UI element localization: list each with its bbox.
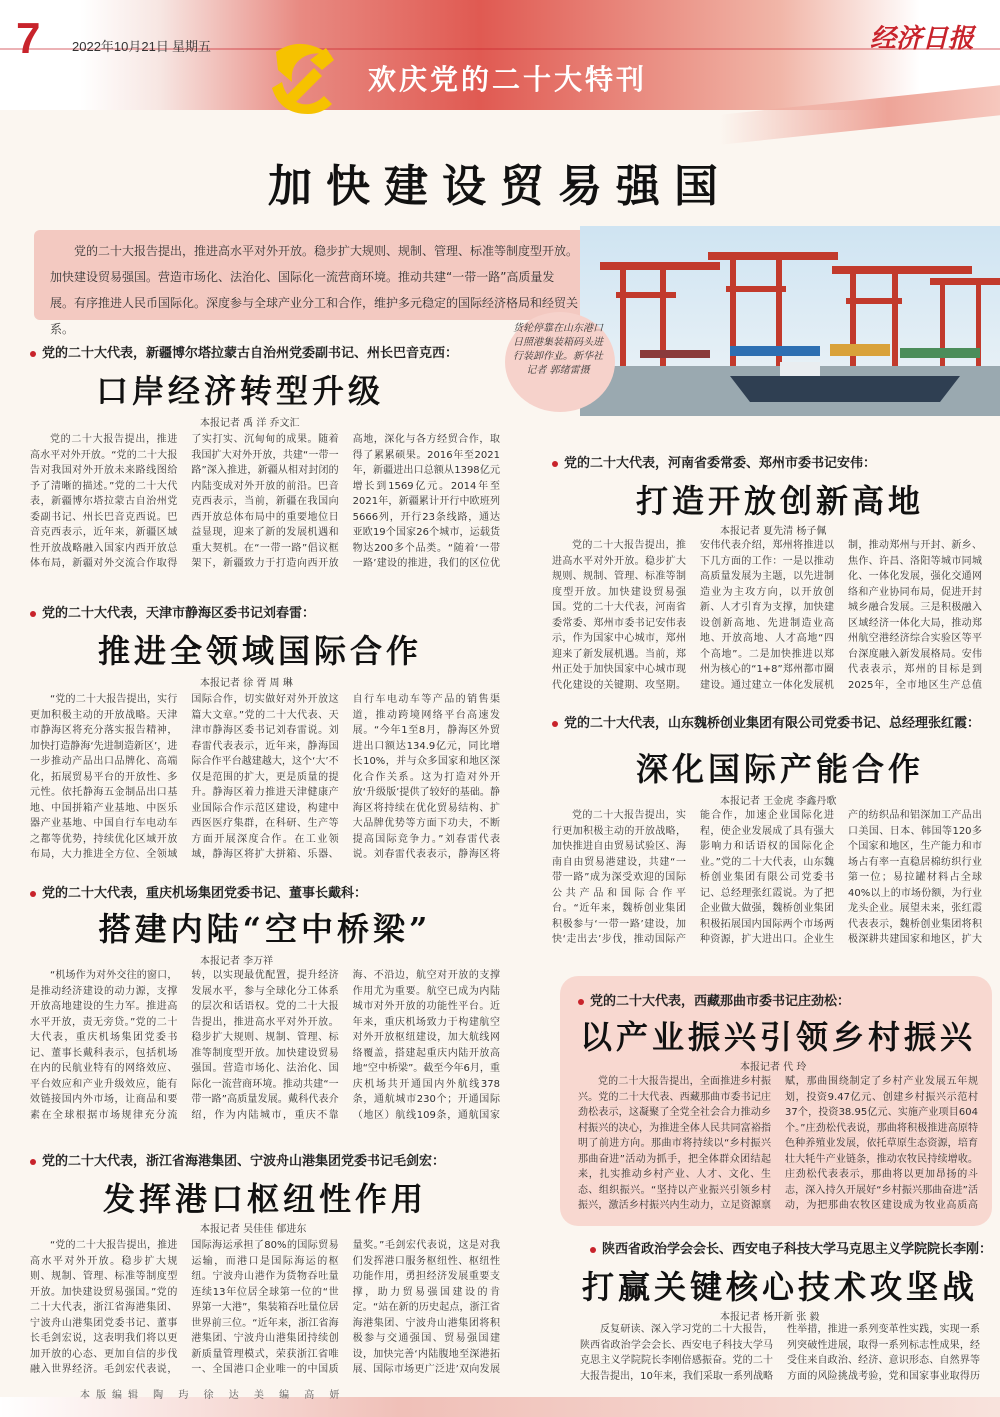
party-emblem-icon xyxy=(252,30,352,130)
issue-weekday: 星期五 xyxy=(172,39,212,54)
article-byline: 本报记者 代 玲 xyxy=(740,1062,807,1073)
article-body: “党的二十大报告提出，实行更加积极主动的开放战略。天津市静海区将充分落实报告精神，加快打造静海‘先进制造新区’，进一步推动产品出口品牌化、高端化，拓展贸易平台的开放性、多元性。依托静海五金制品出口基地、中国拼箱产业基地、中医乐器产业基地、中国自行车电动车之都等优势，持续优化区域开放布局，大力推进全方位、全领域国际合作，切实做好对外开放这篇大文章。”党的二十大代表、天津市静海区委书记刘春雷说。刘春雷代表表示，近年来，静海国际合作平台越建越大，这个‘大’不仅是范围的扩大，更是质量的提升。静海区着力推进天津健康产业国际合作示范区建设，构建中西医医疗集群，在科研、生产等方面开展深度合作。在工业领域，静海区将扩大拼箱、乐器、自行车电动车等产品的销售渠道，推动跨境网络平台高速发展。“今年1至8月，静海区外贸进出口额达134.9亿元，同比增长10%，并与众多国家和地区深化合作关系。这为打造对外开放‘升级版’提供了较好的基础。静海区将持续在优化贸易结构、扩大品牌优势等方面下功夫，不断提高国际竞争力。”刘春雷代表说。刘春雷代表表示，静海区将 xyxy=(30,694,500,860)
article-lead: 党的二十大代表，浙江省海港集团、宁波舟山港集团党委书记毛剑宏： xyxy=(30,1150,445,1169)
issue-date: 2022年10月21日 xyxy=(72,39,169,54)
article-lead: 党的二十大代表，新疆博尔塔拉蒙古自治州党委副书记、州长巴音克西： xyxy=(30,342,458,361)
article-body: “党的二十大报告提出，推进高水平对外开放。稳步扩大规则、规制、管理、标准等制度型开放。加快建设贸易强国。”党的二十大代表，浙江省海港集团、宁波舟山港集团党委书记、董事长毛剑宏说，这表明我们将以更加开放的心态、更加自信的步伐融入世界经济。毛剑宏代表说，国际海运承担了80%的国际贸易运输，而港口是国际海运的枢纽。宁波舟山港作为货物吞吐量连续13年位居全球第一位的“世界第一大港”，集装箱吞吐量位居世界前三位。“近年来，浙江省海港集团、宁波舟山港集团持续创新质量管理模式，荣获浙江省唯一、全国港口企业唯一的中国质量奖。”毛剑宏代表说，这是对我们发挥港口服务枢纽性、枢纽性功能作用，勇担经济发展重要支撑，助力贸易强国建设的肯定。“站在新的历史起点，浙江省海港集团、宁波舟山港集团将积极参与交通强国、贸易强国建设，加快完善‘内陆腹地至深港拓展、国际市场更广泛进’双向发展 xyxy=(30,1240,500,1375)
article-byline: 本报记者 徐 胥 周 琳 xyxy=(200,678,293,689)
article-headline: 以产业振兴引领乡村振兴 xyxy=(579,1018,976,1056)
article-lead: 党的二十大代表，山东魏桥创业集团有限公司党委书记、总经理张红霞： xyxy=(552,712,980,731)
article-headline: 打赢关键核心技术攻坚战 xyxy=(581,1268,978,1306)
article-byline: 本报记者 禹 洋 乔文汇 xyxy=(200,418,300,429)
article-byline: 本报记者 夏先清 杨子佩 xyxy=(720,526,827,537)
intro-summary: 党的二十大报告提出，推进高水平对外开放。稳步扩大规则、规制、管理、标准等制度型开放。加快建设贸易强国。营造市场化、法治化、国际化一流营商环境。推动共建“一带一路”高质量发展。有序推进人民币国际化。深度参与全球产业分工和合作，维护多元稳定的国际经济格局和经贸关系。 xyxy=(34,230,594,320)
special-edition-title: 欢庆党的二十大特刊 xyxy=(368,63,648,96)
article-headline: 搭建内陆“空中桥梁” xyxy=(98,910,432,948)
port-cranes-photo xyxy=(580,226,1000,416)
article-lead: 党的二十大代表，重庆机场集团党委书记、董事长戴科： xyxy=(30,882,367,901)
article-lead: 陕西省政治学会会长、西安电子科技大学马克思主义学院院长李刚： xyxy=(590,1238,992,1257)
article-body: “机场作为对外交往的窗口，是推动经济建设的动力源，支撑开放高地建设的生力军。推进高水平开放，责无旁贷。”党的二十大代表，重庆机场集团党委书记、董事长戴科表示，包括机场在内的民航业特有的网络效应、平台效应和产业升级效应，能有效链接国内外市场，让商品和要素在全球根据市场规律充分流转，以实现最优配置，提升经济发展水平，参与全球化分工体系的层次和话语权。党的二十大报告提出，推进高水平对外开放。稳步扩大规则、规制、管理、标准等制度型开放。加快建设贸易强国。营造市场化、法治化、国际化一流营商环境。推动共建“一带一路”高质量发展。戴科代表介绍，作为内陆城市，重庆不靠海、不沿边，航空对开放的支撑作用尤为重要。航空已成为内陆城市对外开放的功能性平台。近年来，重庆机场致力于构建航空对外开放枢纽建设，加大航线网络覆盖，搭建起重庆内陆开放高地“空中桥梁”。截至今年6月，重庆机场共开通国内外航线378条，通航城市230个；开通国际（地区）航线109条，通航国家 xyxy=(30,970,500,1121)
article-byline: 本报记者 杨开新 张 毅 xyxy=(720,1312,820,1323)
article-headline: 打造开放创新高地 xyxy=(635,482,924,520)
article-lead: 党的二十大代表，西藏那曲市委书记庄劲松： xyxy=(578,990,850,1009)
article-headline: 发挥港口枢纽性作用 xyxy=(102,1180,427,1218)
article-headline: 推进全领域国际合作 xyxy=(97,632,422,670)
article-headline: 口岸经济转型升级 xyxy=(95,372,384,410)
article-body: 党的二十大报告提出，推进高水平对外开放。“党的二十大报告对我国对外开放未来路线图给予了清晰的描述。”党的二十大代表，新疆博尔塔拉蒙古自治州党委副书记、州长巴音克西说。巴音克西表示，近年来，新疆区域性开放战略融入国家内西开放总体布局，新疆对外交流合作取得了实打实、沉甸甸的成果。随着我国扩大对外开放，共建“一带一路”深入推进，新疆从相对封闭的内陆变成对外开放的前沿。巴音克西表示，当前，新疆在我国向西开放总体布局中的重要地位日益显现，迎来了新的发展机遇和重大契机。在“一带一路”倡议框架下，新疆致力于打造向西开放高地，深化与各方经贸合作，取得了累累硕果。2016年至2021年，新疆进出口总额从1398亿元增长到1569亿元。2014年至2021年，新疆累计开行中欧班列5666列，开行23条线路，通达亚欧19个国家26个城市，运载货物达200多个品类。“随着‘一带一路’建设的推进，我们的区位优 xyxy=(30,434,500,569)
article-byline: 本报记者 李万祥 xyxy=(200,956,274,967)
article-body: 反复研读、深入学习党的二十大报告，陕西省政治学会会长、西安电子科技大学马克思主义学院院长李刚倍感振奋。党的二十大报告提出，10年来，我们采取一系列战略性举措，推进一系列变革性实践，实现一系列突破性进展，取得一系列标志性成果，经受住来自政治、经济、意识形态、自然界等方面的风险挑战考验，党和国家事业取得历 xyxy=(580,1324,980,1382)
article-lead: 党的二十大代表，河南省委常委、郑州市委书记安伟： xyxy=(552,452,876,471)
page-editor-credit: 本版编辑 陶 玙 徐 达 美 编 高 妍 xyxy=(80,1390,346,1401)
article-byline: 本报记者 王金虎 李鑫丹歌 xyxy=(720,796,837,807)
newspaper-masthead: 经济日报 xyxy=(870,24,975,54)
article-headline: 深化国际产能合作 xyxy=(635,750,924,788)
article-body: 党的二十大报告提出，推进高水平对外开放。稳步扩大规则、规制、管理、标准等制度型开放。加快建设贸易强国。党的二十大代表，河南省委常委、郑州市委书记安伟表示，作为国家中心城市，郑州迎来了新发展机遇。当前，郑州正处于加快国家中心城市现代化建设的关键期、攻坚期。安伟代表介绍，郑州将推进以下几方面的工作：一是以推动高质量发展为主题，以先进制造业为主攻方向，以开放创新、人才引育为支撑，加快建设创新高地、先进制造业高地、开放高地、人才高地“四个高地”。二是加快推进以郑州为核心的“1+8”郑州都市圈建设。通过建立一体化发展机制，推动郑州与开封、新乡、焦作、许昌、洛阳等城市同城化、一体化发展，强化交通网络和产业协同布局，促进开封城乡融合发展。三是积极融入区域经济一体化大局，推动郑州航空港经济综合实验区等平台深度融入新发展格局。安伟代表表示，郑州的目标是到2025年，全市地区生产总值 xyxy=(552,540,982,691)
article-body: 党的二十大报告提出，全面推进乡村振兴。党的二十大代表、西藏那曲市委书记庄劲松表示，这凝聚了全党全社会合力推动乡村振兴的决心，为推进全体人民共同富裕指明了前进方向。那曲市将持续以“乡村振兴那曲奋进”活动为抓手，把全体群众团结起来，扎实推动乡村产业、人才、文化、生态、组织振兴。“坚持以产业振兴引领乡村振兴，激活乡村振兴内生动力，立足资源禀赋，那曲围绕制定了乡村产业发展五年规划，投资9.47亿元、创建乡村振兴示范村37个，投资38.95亿元、实施产业项目604个。”庄劲松代表说，那曲将积极推进高原特色种养殖业发展，依托草原生态资源，培育壮大牦牛产业链条，推动农牧民持续增收。庄劲松代表表示，那曲将以更加昂扬的斗志，深入持久开展好“乡村振兴那曲奋进”活动，为把那曲农牧区建设成为牧业高质高 xyxy=(578,1076,978,1211)
page-title: 加快建设贸易强国 xyxy=(268,161,732,212)
article-body: 党的二十大报告提出，实行更加积极主动的开放战略，加快推进自由贸易试验区、海南自由贸易港建设，共建“一带一路”成为深受欢迎的国际公共产品和国际合作平台。“近年来，魏桥创业集团积极参与‘一带一路’建设，加快‘走出去’步伐，推动国际产能合作，加速企业国际化进程，使企业发展成了具有强大影响力和话语权的国际化企业。”党的二十大代表，山东魏桥创业集团有限公司党委书记、总经理张红霞说。为了把企业做大做强，魏桥创业集团积极拓展国内国际两个市场两种资源，扩大进出口。企业生产的纺织品和铝深加工产品出口美国、日本、韩国等120多个国家和地区，生产能力和市场占有率一直稳居棉纺织行业第一位；易拉罐材料占全球40%以上的市场份额，为行业龙头企业。展望未来，张红霞代表表示，魏桥创业集团将积极深耕共建国家和地区，扩大 xyxy=(552,810,982,945)
article-lead: 党的二十大代表，天津市静海区委书记刘春雷： xyxy=(30,602,315,621)
page-number: 7 xyxy=(16,14,41,63)
photo-caption: 货轮停靠在山东港口日照港集装箱码头进行装卸作业。新华社记者 郭绪雷摄 xyxy=(513,323,603,376)
article-byline: 本报记者 吴佳佳 郁进东 xyxy=(200,1224,307,1235)
